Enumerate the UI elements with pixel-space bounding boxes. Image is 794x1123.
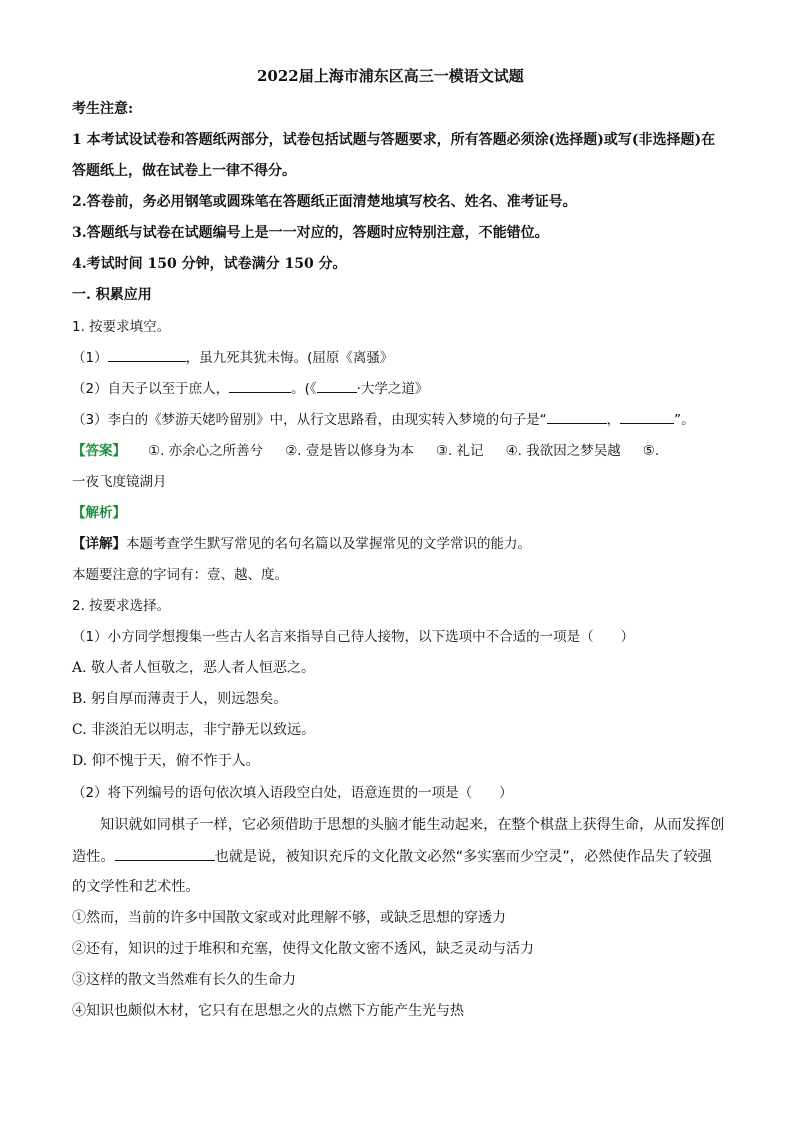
notice-line-2: 2.答卷前，务必用钢笔或圆珠笔在答题纸正面清楚地填写校名、姓名、准考证号。 <box>72 194 577 210</box>
note-line: 本题要注意的字词有：壹、越、度。 <box>72 567 288 583</box>
notice-line-1a: 1 本考试设试卷和答题纸两部分，试卷包括试题与答题要求，所有答题必须涂(选择题)或写(非选择题)在 <box>72 132 716 148</box>
passage-line-1: 知识就如同棋子一样，它必须借助于思想的头脑才能生动起来，在整个棋盘上获得生命，从而发挥创 <box>100 817 725 833</box>
fill-blank[interactable] <box>317 378 357 393</box>
page-title: 2022届上海市浦东区高三一模语文试题 <box>257 67 524 85</box>
passage-line-2b: 也就是说，被知识充斥的文化散文必然“多实塞而少空灵”，必然使作品失了较强 <box>214 849 712 865</box>
q1-part1-prefix: （1） <box>72 350 108 366</box>
passage-line-2a: 造性。 <box>72 849 115 865</box>
answer-item: ⑤. <box>642 443 660 459</box>
fill-blank[interactable] <box>108 347 186 362</box>
option-a: A. 敬人者人恒敬之，恶人者人恒恶之。 <box>72 660 316 676</box>
answer-label: 【答案】 <box>72 443 126 459</box>
option-b: B. 躬自厚而薄责于人，则远怨矣。 <box>72 691 288 707</box>
q1-part2-prefix: （2）自天子以至于庶人， <box>72 381 230 397</box>
q1-part3-prefix: （3）李白的《梦游天姥吟留别》中，从行文思路看，由现实转入梦境的句子是“ <box>72 412 547 428</box>
q1-answer-line <box>72 441 659 461</box>
sentence-item-1: ①然而，当前的许多中国散文家或对此理解不够，或缺乏思想的穿透力 <box>72 910 506 926</box>
answer-item: ②. 壹是皆以修身为本 <box>285 443 414 459</box>
q1-part3-suffix: ”。 <box>674 412 695 428</box>
sentence-item-4: ④知识也颇似木材，它只有在思想之火的点燃下方能产生光与热 <box>72 1003 464 1019</box>
answer-item: ①. 亦余心之所善兮 <box>148 443 264 459</box>
fill-blank[interactable] <box>620 409 674 424</box>
notice-line-4: 4.考试时间 150 分钟，试卷满分 150 分。 <box>72 256 347 272</box>
detail-line <box>72 534 531 554</box>
fill-blank[interactable] <box>547 409 607 424</box>
q1-part3 <box>72 409 695 430</box>
answer-item: ③. 礼记 <box>435 443 484 459</box>
passage-line-2 <box>72 846 712 867</box>
q1-part3-mid: ， <box>606 412 621 428</box>
option-c: C. 非淡泊无以明志，非宁静无以致远。 <box>72 722 316 738</box>
notice-line-3: 3.答题纸与试卷在试题编号上是一一对应的，答题时应特别注意，不能错位。 <box>72 225 549 241</box>
q1-part1-suffix: ，虽九死其犹未悔。(屈原《离骚》 <box>185 350 394 366</box>
sentence-item-2: ②还有，知识的过于堆积和充塞，使得文化散文密不透风，缺乏灵动与活力 <box>72 941 534 957</box>
q1-part2-suffix: ·大学之道》 <box>356 381 429 397</box>
q1-stem: 1. 按要求填空。 <box>72 319 171 335</box>
section-heading: 一. 积累应用 <box>72 287 152 303</box>
analysis-label: 【解析】 <box>72 505 126 521</box>
answer-item: ④. 我欲因之梦吴越 <box>505 443 621 459</box>
q1-part2 <box>72 378 428 399</box>
passage-line-3: 的文学性和艺术性。 <box>72 879 200 895</box>
answer-continuation: 一夜飞度镜湖月 <box>72 474 167 490</box>
detail-label: 【详解】 <box>72 536 126 552</box>
q2-stem: 2. 按要求选择。 <box>72 598 171 614</box>
notice-heading: 考生注意: <box>72 101 134 117</box>
fill-blank[interactable] <box>115 846 215 861</box>
sentence-item-3: ③这样的散文当然难有长久的生命力 <box>72 972 296 988</box>
q2-part2: （2）将下列编号的语句依次填入语段空白处，语意连贯的一项是（ ） <box>72 785 513 801</box>
option-d: D. 仰不愧于天，俯不怍于人。 <box>72 753 260 769</box>
fill-blank[interactable] <box>229 378 291 393</box>
q1-part2-mid: 。(《 <box>291 381 317 397</box>
notice-line-1b: 答题纸上，做在试卷上一律不得分。 <box>72 163 296 179</box>
detail-text: 本题考查学生默写常见的名句名篇以及掌握常见的文学常识的能力。 <box>126 536 531 552</box>
q1-part1 <box>72 347 393 368</box>
q2-part1: （1）小方同学想搜集一些古人名言来指导自己待人接物，以下选项中不合适的一项是（ ） <box>72 629 635 645</box>
